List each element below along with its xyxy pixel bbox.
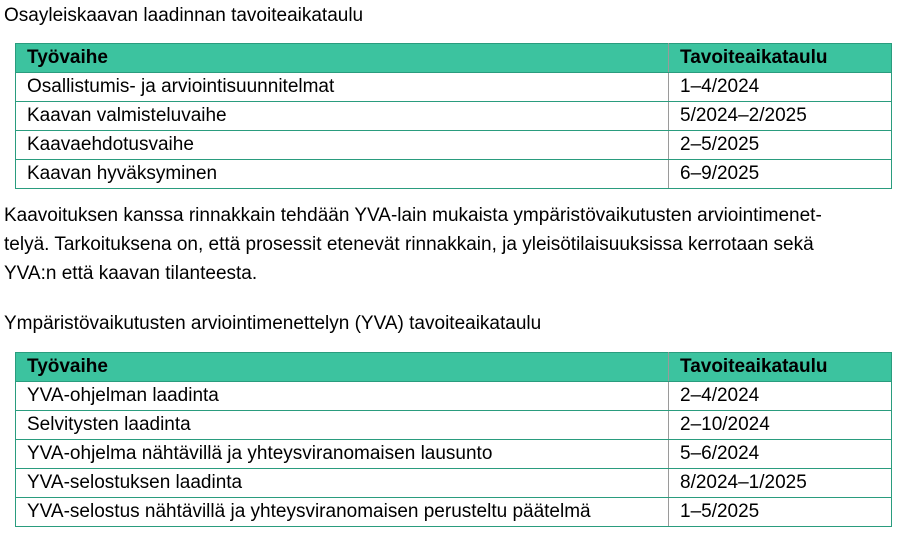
table-row [16, 469, 892, 498]
schedule-cell: 1–4/2024 [669, 73, 892, 102]
schedule-cell: 5–6/2024 [669, 440, 892, 469]
schedule-cell: 2–5/2025 [669, 131, 892, 160]
column-header-phase: Työvaihe [16, 353, 669, 382]
table-row [16, 131, 892, 160]
phase-cell: Kaavan valmisteluvaihe [16, 102, 669, 131]
phase-cell: YVA-ohjelman laadinta [16, 382, 669, 411]
table-row [16, 160, 892, 189]
schedule-cell: 5/2024–2/2025 [669, 102, 892, 131]
yva-schedule-table [15, 352, 892, 527]
paragraph-line: YVA:n että kaavan tilanteesta. [4, 263, 258, 284]
phase-cell: YVA-selostus nähtävillä ja yhteysviranomaisen perusteltu päätelmä [16, 498, 669, 527]
schedule-cell: 2–10/2024 [669, 411, 892, 440]
phase-cell: Kaavaehdotusvaihe [16, 131, 669, 160]
section1-heading: Osayleiskaavan laadinnan tavoiteaikataulu [4, 5, 364, 26]
table-header-row [16, 44, 892, 73]
table-row [16, 73, 892, 102]
table-row [16, 498, 892, 527]
phase-cell: YVA-selostuksen laadinta [16, 469, 669, 498]
column-header-schedule: Tavoiteaikataulu [669, 44, 892, 73]
column-header-phase: Työvaihe [16, 44, 669, 73]
column-header-schedule: Tavoiteaikataulu [669, 353, 892, 382]
phase-cell: Osallistumis- ja arviointisuunnitelmat [16, 73, 669, 102]
plan-schedule-table [15, 43, 892, 189]
table-row [16, 440, 892, 469]
schedule-cell: 6–9/2025 [669, 160, 892, 189]
paragraph-line: Kaavoituksen kanssa rinnakkain tehdään YVA-lain mukaista ympäristövaikutusten arviointimenet- [4, 205, 822, 226]
table-row [16, 382, 892, 411]
schedule-cell: 1–5/2025 [669, 498, 892, 527]
body-paragraph [4, 201, 916, 288]
section2-heading: Ympäristövaikutusten arviointimenettelyn (YVA) tavoiteaikataulu [4, 313, 542, 334]
phase-cell: Selvitysten laadinta [16, 411, 669, 440]
schedule-cell: 8/2024–1/2025 [669, 469, 892, 498]
table-row [16, 411, 892, 440]
paragraph-line: telyä. Tarkoituksena on, että prosessit etenevät rinnakkain, ja yleisötilaisuuksissa kerrotaan sekä [4, 234, 814, 255]
table-row [16, 102, 892, 131]
phase-cell: Kaavan hyväksyminen [16, 160, 669, 189]
schedule-cell: 2–4/2024 [669, 382, 892, 411]
table-header-row [16, 353, 892, 382]
phase-cell: YVA-ohjelma nähtävillä ja yhteysviranomaisen lausunto [16, 440, 669, 469]
